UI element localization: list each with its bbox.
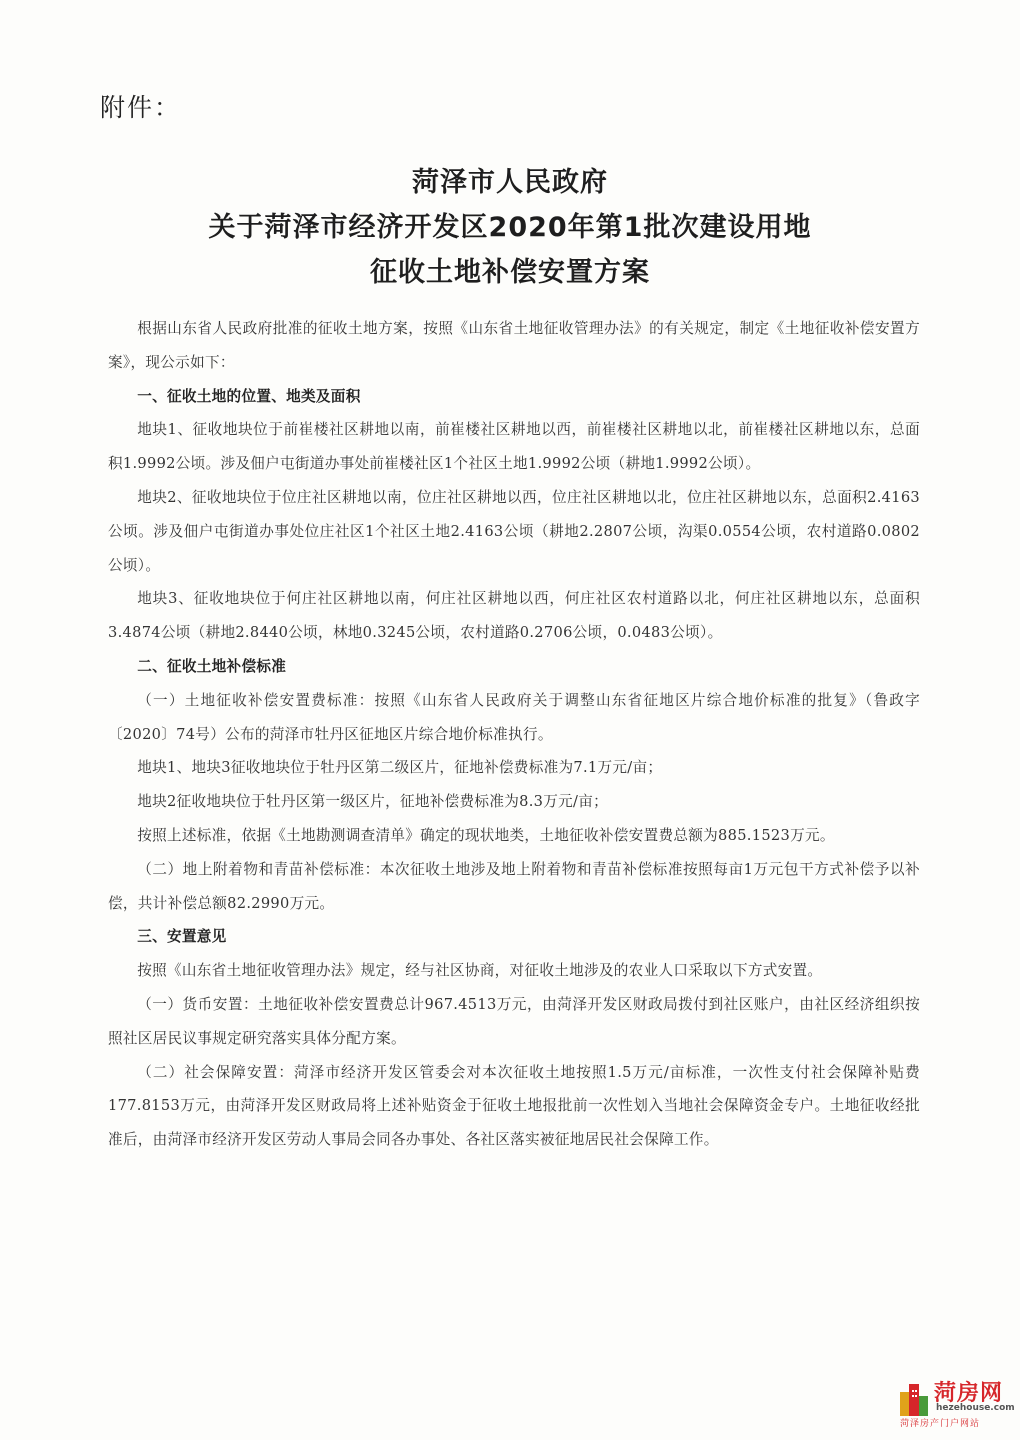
parcel-2-paragraph: 地块2、征收地块位于位庄社区耕地以南，位庄社区耕地以西，位庄社区耕地以北，位庄社区耕地以东，总面积2.4163公顷。涉及佃户屯街道办事处位庄社区1个社区土地2.4163公顷（耕地2.2807公顷，沟渠0.0554公顷，农村道路0.0802公顷）。 [108,488,920,574]
monetary-resettlement-paragraph: （一）货币安置：土地征收补偿安置费总计967.4513万元，由菏泽开发区财政局拨付到社区账户，由社区经济组织按照社区居民议事规定研究落实具体分配方案。 [108,995,920,1047]
watermark-slogan: 菏泽房产门户网站 [900,1419,981,1429]
section-heading-2: 二、征收土地补偿标准 [137,657,287,675]
compensation-total-paragraph: 按照上述标准，依据《土地勘测调查清单》确定的现状地类，土地征收补偿安置费总额为885.1523万元。 [137,826,835,844]
house-logo-icon [898,1378,930,1418]
compensation-standard-paragraph: （一）土地征收补偿安置费标准：按照《山东省人民政府关于调整山东省征地区片综合地价标准的批复》（鲁政字〔2020〕74号）公布的菏泽市牡丹区征地区片综合地价标准执行。 [108,691,920,743]
intro-paragraph: 根据山东省人民政府批准的征收土地方案，按照《山东省土地征收管理办法》的有关规定，制定《土地征收补偿安置方案》，现公示如下： [108,320,920,371]
parcel-1-3-rate-paragraph: 地块1、地块3征收地块位于牡丹区第二级区片，征地补偿费标准为7.1万元/亩； [137,759,663,777]
document-body [108,312,920,1157]
title-line-3: 征收土地补偿安置方案 [370,257,650,288]
parcel-1-paragraph: 地块1、征收地块位于前崔楼社区耕地以南，前崔楼社区耕地以西，前崔楼社区耕地以北，前崔楼社区耕地以东，总面积1.9992公顷。涉及佃户屯街道办事处前崔楼社区1个社区土地1.9992公顷（耕地1.9992公顷）。 [108,421,920,473]
watermark-site: hezehouse.com [936,1403,1015,1413]
parcel-2-rate-paragraph: 地块2征收地块位于牡丹区第一级区片，征地补偿费标准为8.3万元/亩； [137,793,609,811]
resettlement-intro-paragraph: 按照《山东省土地征收管理办法》规定，经与社区协商，对征收土地涉及的农业人口采取以下方式安置。 [137,962,823,980]
title-line-1: 菏泽市人民政府 [412,167,608,198]
site-watermark-logo [898,1376,1015,1429]
section-heading-3: 三、安置意见 [137,928,227,946]
section-heading-1: 一、征收土地的位置、地类及面积 [137,387,361,405]
parcel-3-paragraph: 地块3、征收地块位于何庄社区耕地以南，何庄社区耕地以西，何庄社区农村道路以北，何庄社区耕地以东，总面积3.4874公顷（耕地2.8440公顷，林地0.3245公顷，农村道路0.2706公顷，0.0483公顷）。 [108,590,920,642]
attachment-label: 附件： [100,93,182,122]
watermark-brand: 菏房网 [934,1381,1004,1406]
social-security-paragraph: （二）社会保障安置：菏泽市经济开发区管委会对本次征收土地按照1.5万元/亩标准，一次性支付社会保障补贴费177.8153万元，由菏泽开发区财政局将上述补贴资金于征收土地报批前一次性划入当地社会保障资金专户。土地征收经批准后，由菏泽市经济开发区劳动人事局会同各办事处、各社区落实被征地居民社会保障工作。 [108,1063,920,1149]
attachments-crops-paragraph: （二）地上附着物和青苗补偿标准：本次征收土地涉及地上附着物和青苗补偿标准按照每亩1万元包干方式补偿予以补偿，共计补偿总额82.2990万元。 [108,860,920,912]
title-line-2: 关于菏泽市经济开发区2020年第1批次建设用地 [208,212,812,243]
